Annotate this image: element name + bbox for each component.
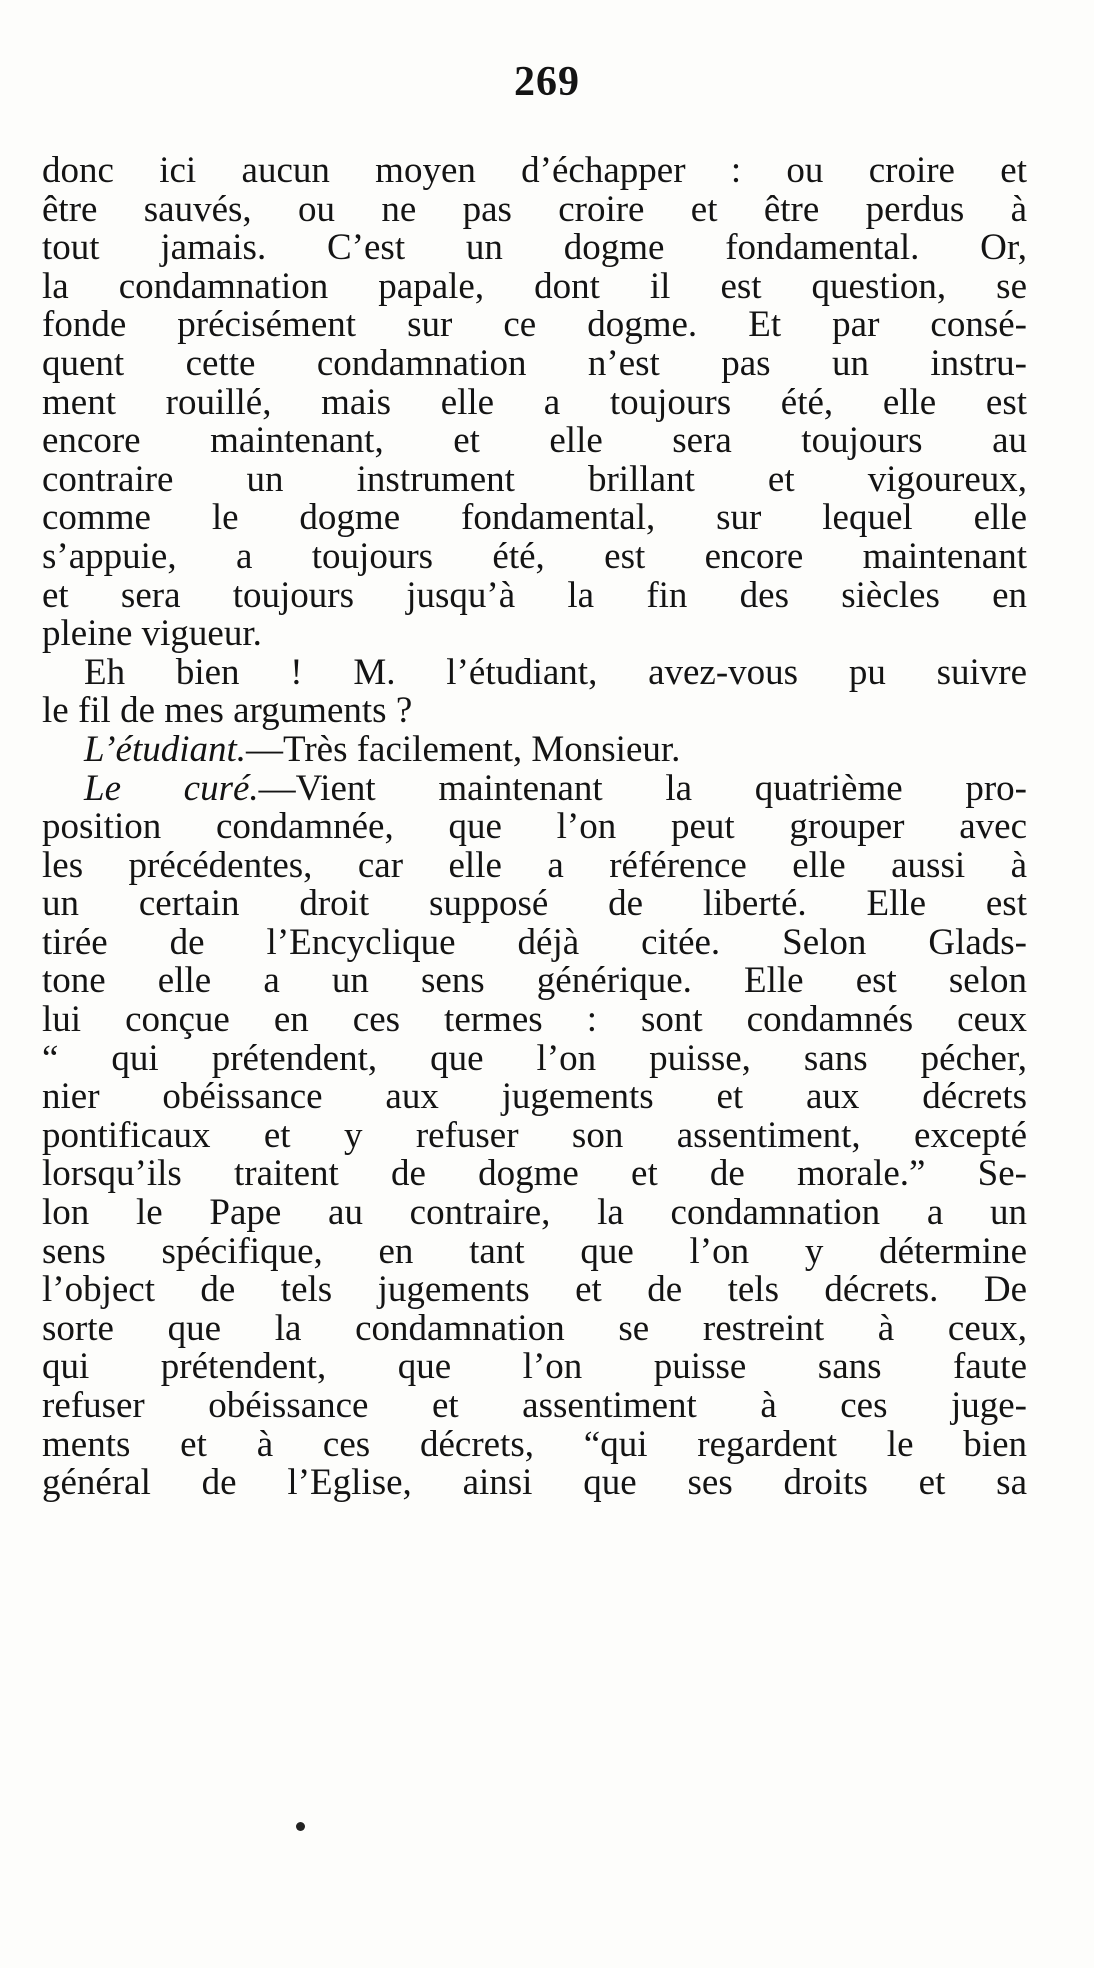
text-line: Eh bien ! M. l’étudiant, avez-vous pu suivre (84, 653, 1027, 693)
text-line: nier obéissance aux jugements et aux décrets (42, 1078, 1027, 1117)
text-line: lorsqu’ils traitent de dogme et de morale.” Se- (42, 1155, 1027, 1195)
text-line: être sauvés, ou ne pas croire et être perdus à (42, 190, 1027, 230)
text-line: la condamnation papale, dont il est question, se (42, 267, 1027, 307)
text-line: sorte que la condamnation se restreint à ceux, (42, 1309, 1027, 1349)
dialogue-line (42, 731, 1027, 770)
text-line: général de l’Eglise, ainsi que ses droits et sa (42, 1464, 1027, 1503)
dialogue-text: —Vient maintenant la quatrième pro- (258, 769, 1027, 809)
text-line: l’object de tels jugements et de tels décrets. De (42, 1271, 1027, 1310)
text-line: fonde précisément sur ce dogme. Et par consé- (42, 306, 1027, 345)
text-line: pleine vigueur. (42, 615, 262, 654)
text-line: et sera toujours jusqu’à la fin des siècles en (42, 576, 1027, 616)
text-line: tout jamais. C’est un dogme fondamental. Or, (42, 229, 1027, 268)
text-line: donc ici aucun moyen d’échapper : ou croire et (42, 152, 1027, 191)
text-line: position condamnée, que l’on peut grouper avec (42, 808, 1027, 847)
text-line: comme le dogme fondamental, sur lequel elle (42, 499, 1027, 538)
text-line: ments et à ces décrets, “qui regardent le bien (42, 1425, 1027, 1465)
text-line: contraire un instrument brillant et vigoureux, (42, 460, 1027, 500)
dialogue-line (42, 770, 1027, 809)
text-line: ment rouillé, mais elle a toujours été, elle est (42, 383, 1027, 423)
text-line: pontificaux et y refuser son assentiment, excepté (42, 1116, 1027, 1156)
text-line: qui prétendent, que l’on puisse sans faute (42, 1348, 1027, 1387)
speaker-label: Le curé. (84, 769, 259, 809)
dialogue-text: —Très facilement, Monsieur. (246, 730, 681, 770)
text-line: tirée de l’Encyclique déjà citée. Selon Glads- (42, 923, 1027, 963)
speaker-label: L’étudiant. (84, 730, 247, 770)
ink-speck (296, 1822, 305, 1831)
body-text (42, 152, 1027, 1503)
text-line: le fil de mes arguments ? (42, 692, 413, 731)
text-line: refuser obéissance et assentiment à ces juge- (42, 1387, 1027, 1426)
text-line: sens spécifique, en tant que l’on y détermine (42, 1232, 1027, 1272)
text-line: lui conçue en ces termes : sont condamnés ceux (42, 1001, 1027, 1040)
page-number: 269 (514, 59, 580, 105)
text-line: un certain droit supposé de liberté. Elle est (42, 885, 1027, 924)
text-line: encore maintenant, et elle sera toujours au (42, 422, 1027, 461)
text-line: lon le Pape au contraire, la condamnation a un (42, 1194, 1027, 1233)
text-line: tone elle a un sens générique. Elle est selon (42, 962, 1027, 1002)
text-line: quent cette condamnation n’est pas un instru- (42, 344, 1027, 384)
text-line: s’appuie, a toujours été, est encore maintenant (42, 537, 1027, 577)
text-line: les précédentes, car elle a référence elle aussi à (42, 846, 1027, 886)
text-line: “ qui prétendent, que l’on puisse, sans pécher, (42, 1039, 1027, 1079)
